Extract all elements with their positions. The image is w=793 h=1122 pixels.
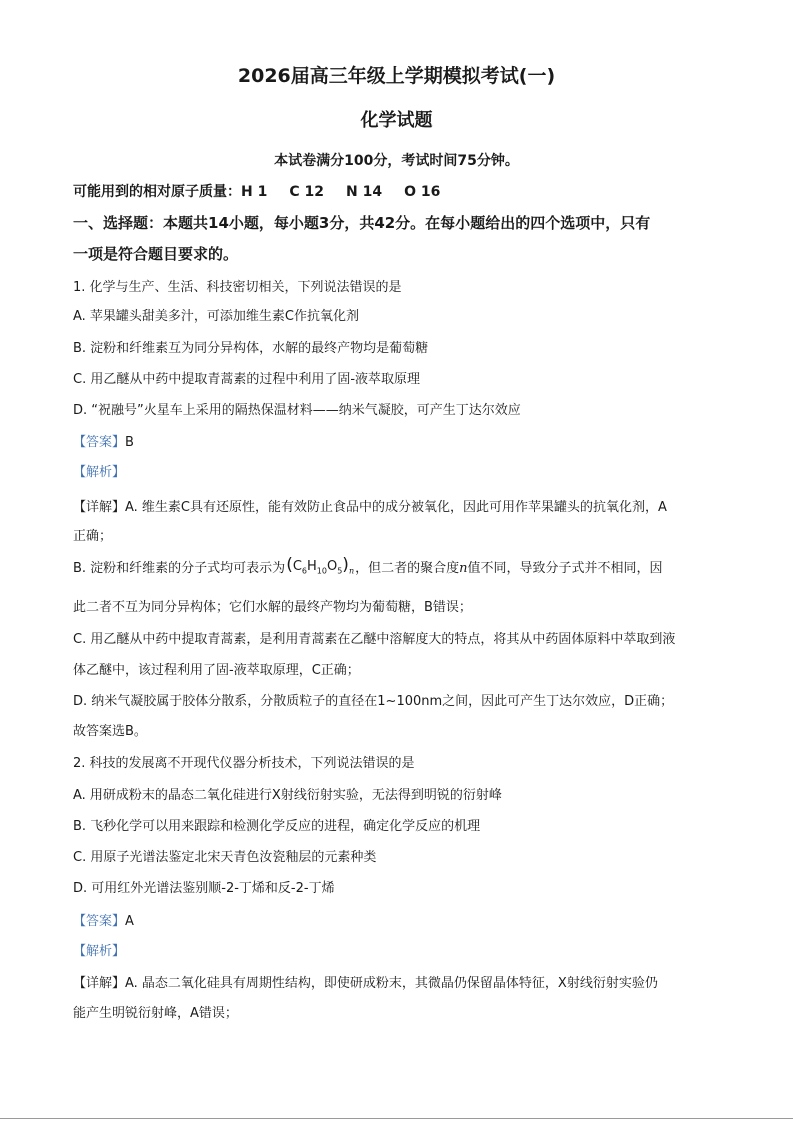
q2-option-c: C. 用原子光谱法鉴定北宋天青色汝瓷釉层的元素种类 xyxy=(73,850,377,865)
atomic-mass-line xyxy=(73,181,462,201)
q2-stem: 2. 科技的发展离不开现代仪器分析技术，下列说法错误的是 xyxy=(73,756,415,771)
q1-option-c: C. 用乙醚从中药中提取青蒿素的过程中利用了固-液萃取原理 xyxy=(73,372,421,387)
formula-o-sub: 5 xyxy=(337,566,343,576)
q2-detail-a-line2: 能产生明锐衍射峰，A错误； xyxy=(73,1006,238,1021)
q1-answer xyxy=(73,431,134,450)
formula-h: H xyxy=(307,559,317,574)
detail-b-suffix: 值不同，导致分子式并不相同，因 xyxy=(467,561,663,576)
q1-analysis-tag: 【解析】 xyxy=(73,465,126,480)
q2-option-d: D. 可用红外光谱法鉴别顺-2-丁烯和反-2-丁烯 xyxy=(73,881,335,896)
q1-option-d: D. “祝融号”火星车上采用的隔热保温材料——纳米气凝胶，可产生丁达尔效应 xyxy=(73,403,521,418)
polysaccharide-formula: $(C_6H_{10}O_5)_n$ xyxy=(286,555,355,576)
subject-title: 化学试题 xyxy=(360,110,433,131)
q1-detail-d-line1: D. 纳米气凝胶属于胶体分散系，分散质粒子的直径在1~100nm之间，因此可产生丁达尔效应，D正确； xyxy=(73,694,674,709)
formula-o: O xyxy=(326,559,338,574)
q1-detail-c-line2: 体乙醚中，该过程利用了固-液萃取原理，C正确； xyxy=(73,663,360,678)
q1-option-a: A. 苹果罐头甜美多汁，可添加维生素C作抗氧化剂 xyxy=(73,309,360,324)
q1-detail-a-line1: 【详解】A. 维生素C具有还原性，能有效防止食品中的成分被氧化，因此可用作苹果罐头的抗氧化剂，A xyxy=(73,500,667,515)
detail-b-middle: ，但二者的聚合度 xyxy=(355,561,460,576)
q2-answer xyxy=(73,910,134,929)
exam-title: 2026届高三年级上学期模拟考试(一) xyxy=(237,65,556,87)
q2-detail-a-line1: 【详解】A. 晶态二氧化硅具有周期性结构，即使研成粉末，其微晶仍保留晶体特征，X射线衍射实验仍 xyxy=(73,976,658,991)
q1-option-b: B. 淀粉和纤维素互为同分异构体，水解的最终产物均是葡萄糖 xyxy=(73,341,429,356)
q2-option-a: A. 用研成粉末的晶态二氧化硅进行X射线衍射实验，无法得到明锐的衍射峰 xyxy=(73,788,502,803)
q1-detail-b-line2: 此二者不互为同分异构体；它们水解的最终产物均为葡萄糖，B错误； xyxy=(73,600,472,615)
q1-detail-a-line2: 正确； xyxy=(73,529,113,544)
answer-tag: 【答案】 xyxy=(73,435,126,450)
answer-value: B xyxy=(125,435,134,450)
atomic-mass-label: 可能用到的相对原子质量： xyxy=(73,184,241,200)
q1-stem: 1. 化学与生产、生活、科技密切相关，下列说法错误的是 xyxy=(73,280,402,295)
q2-option-b: B. 飞秒化学可以用来跟踪和检测化学反应的进程，确定化学反应的机理 xyxy=(73,819,481,834)
q1-detail-d-line2: 故答案选B。 xyxy=(73,724,147,739)
answer-value: A xyxy=(125,914,134,929)
q1-detail-c-line1: C. 用乙醚从中药中提取青蒿素，是利用青蒿素在乙醚中溶解度大的特点，将其从中药固体原料中萃取到液 xyxy=(73,632,676,647)
atomic-mass-h: H 1 xyxy=(241,184,268,200)
atomic-mass-o: O 16 xyxy=(404,184,441,200)
section-heading-line1: 一、选择题：本题共14小题，每小题3分，共42分。在每小题给出的四个选项中，只有 xyxy=(73,214,651,232)
atomic-mass-n: N 14 xyxy=(345,184,383,200)
formula-c-sub: 6 xyxy=(301,566,307,576)
answer-tag: 【答案】 xyxy=(73,914,126,929)
degree-n: n xyxy=(459,561,468,576)
q1-detail-b-line1 xyxy=(73,557,663,578)
formula-n-sub: n xyxy=(348,566,355,576)
section-heading-line2: 一项是符合题目要求的。 xyxy=(73,245,239,263)
formula-c: C xyxy=(292,559,302,574)
atomic-mass-c: C 12 xyxy=(289,184,324,200)
q2-analysis-tag: 【解析】 xyxy=(73,944,126,959)
exam-info: 本试卷满分100分，考试时间75分钟。 xyxy=(274,153,519,169)
page-bottom-divider xyxy=(0,1118,793,1119)
detail-b-prefix: B. 淀粉和纤维素的分子式均可表示为 xyxy=(73,561,286,576)
formula-h-sub: 10 xyxy=(316,566,327,576)
